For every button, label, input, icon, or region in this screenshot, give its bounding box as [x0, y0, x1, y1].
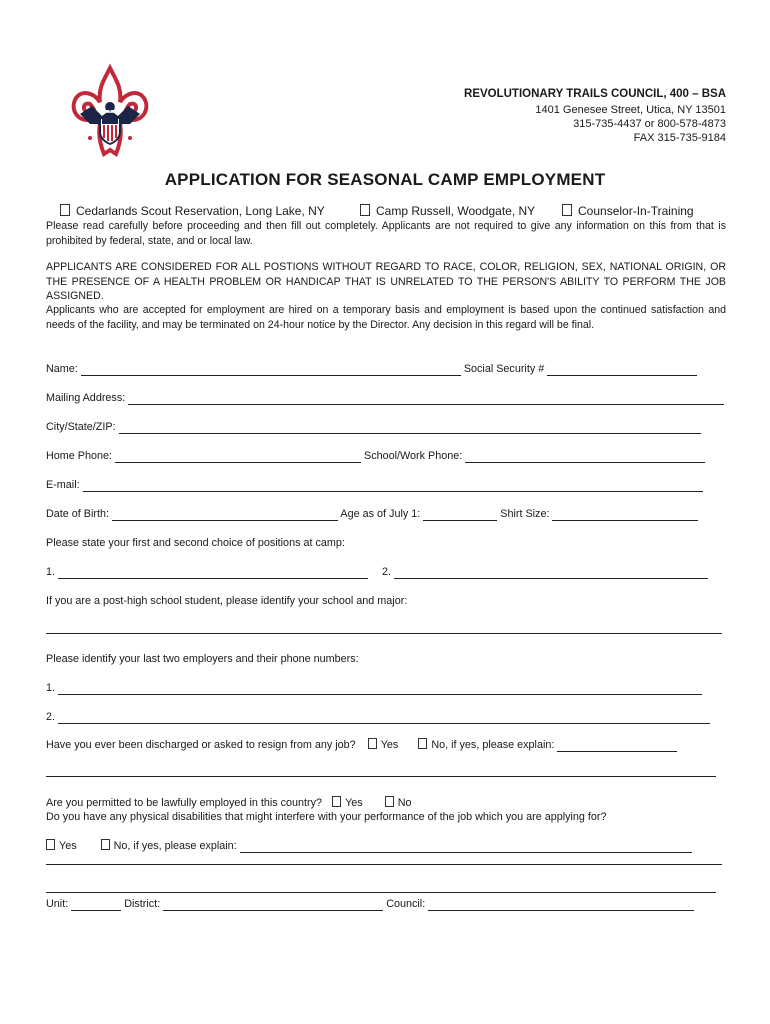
phone-row	[46, 449, 726, 463]
work-phone-label: School/Work Phone:	[364, 450, 463, 462]
disability-explain-input[interactable]	[240, 841, 692, 853]
work-phone-input[interactable]	[465, 451, 705, 463]
disability-question: Do you have any physical disabilities that might interfere with your performance of the job which you are applying for?	[46, 811, 607, 823]
council-address: 1401 Genesee Street, Utica, NY 13501	[535, 104, 726, 116]
option-cit[interactable]	[562, 204, 694, 218]
email-input[interactable]	[83, 480, 703, 492]
bsa-logo	[60, 62, 160, 162]
school-prompt: If you are a post-high school student, please identify your school and major:	[46, 595, 408, 607]
ssn-label: Social Security #	[463, 363, 545, 375]
equal-opportunity-paragraph: APPLICANTS ARE CONSIDERED FOR ALL POSTIONS WITHOUT REGARD TO RACE, COLOR, RELIGION, SEX, NATIONAL ORIGIN, OR THE PRESENCE OF A HEALTH PROBLEM OR HANDICAP THAT IS UNRELATED TO THE PERSON'S ABILITY TO PERFORM THE JOB ASSIGNED.	[46, 261, 726, 302]
city-label: City/State/ZIP:	[46, 421, 116, 433]
unit-input[interactable]	[71, 899, 121, 911]
home-phone-label: Home Phone:	[46, 450, 113, 462]
employer2-row	[46, 710, 726, 724]
checkbox-icon[interactable]	[360, 204, 370, 216]
shirt-label: Shirt Size:	[500, 508, 550, 520]
discharged-row	[46, 738, 726, 752]
lawful-yes-checkbox[interactable]	[332, 796, 341, 807]
school-input[interactable]	[46, 633, 722, 634]
positions-row	[46, 565, 726, 579]
instructions-paragraph: Please read carefully before proceeding and then fill out completely. Applicants are not required to give any information on this from that is prohibited by federal, state, and or local law.	[46, 220, 726, 247]
city-row	[46, 420, 726, 434]
name-row	[46, 362, 726, 376]
mailing-label: Mailing Address:	[46, 392, 126, 404]
disability-yes-checkbox[interactable]	[46, 839, 55, 850]
home-phone-input[interactable]	[115, 451, 361, 463]
discharged-yes-label: Yes	[380, 739, 399, 751]
age-label: Age as of July 1:	[340, 508, 421, 520]
checkbox-icon[interactable]	[60, 204, 70, 216]
disability-yes-label: Yes	[59, 840, 77, 852]
page-title: APPLICATION FOR SEASONAL CAMP EMPLOYMENT	[164, 170, 606, 189]
lawful-no-label: No	[397, 797, 412, 809]
mailing-row	[46, 391, 726, 405]
employer2-label: 2.	[46, 711, 56, 723]
name-input[interactable]	[81, 364, 461, 376]
option-label: Counselor-In-Training	[578, 204, 694, 218]
mailing-input[interactable]	[128, 393, 724, 405]
extra-explain-line[interactable]	[46, 892, 716, 893]
dob-input[interactable]	[112, 509, 338, 521]
employer1-row	[46, 681, 726, 695]
discharged-no-checkbox[interactable]	[418, 738, 427, 749]
council-phones: 315-735-4437 or 800-578-4873	[573, 118, 726, 130]
unit-label: Unit:	[46, 898, 69, 910]
email-label: E-mail:	[46, 479, 80, 491]
shirt-input[interactable]	[552, 509, 698, 521]
positions-prompt: Please state your first and second choice of positions at camp:	[46, 537, 345, 549]
district-label: District:	[124, 898, 161, 910]
council-name: REVOLUTIONARY TRAILS COUNCIL, 400 – BSA	[464, 88, 726, 100]
choice1-input[interactable]	[58, 567, 368, 579]
discharged-explain-input[interactable]	[557, 740, 677, 752]
name-label: Name:	[46, 363, 78, 375]
checkbox-icon[interactable]	[562, 204, 572, 216]
employer2-input[interactable]	[58, 712, 710, 724]
disability-row	[46, 839, 726, 853]
lawful-yes-label: Yes	[345, 797, 363, 809]
email-row	[46, 478, 726, 492]
dob-row	[46, 507, 726, 521]
disability-explain-line[interactable]	[46, 864, 722, 865]
temporary-employment-paragraph: Applicants who are accepted for employment are hired on a temporary basis and employment is based upon the continued satisfaction and needs of the facility, and may be terminated on 24-hour notice by the Director. Any decision in this regard will be final.	[46, 304, 726, 331]
lawful-no-checkbox[interactable]	[385, 796, 394, 807]
choice1-label: 1.	[46, 566, 56, 578]
unit-row	[46, 897, 726, 911]
lawful-question: Are you permitted to be lawfully employed in this country?	[46, 797, 323, 809]
disability-no-label: No, if yes, please explain:	[113, 840, 237, 852]
option-camp-russell[interactable]	[360, 204, 535, 218]
dob-label: Date of Birth:	[46, 508, 110, 520]
employer1-label: 1.	[46, 682, 56, 694]
option-cedarlands[interactable]	[60, 204, 325, 218]
district-input[interactable]	[163, 899, 383, 911]
council-input[interactable]	[428, 899, 694, 911]
council-label: Council:	[386, 898, 426, 910]
discharged-yes-checkbox[interactable]	[368, 738, 377, 749]
discharged-question: Have you ever been discharged or asked to resign from any job?	[46, 739, 356, 751]
council-fax: FAX 315-735-9184	[633, 132, 726, 144]
choice2-label: 2.	[382, 566, 392, 578]
age-input[interactable]	[423, 509, 497, 521]
option-label: Cedarlands Scout Reservation, Long Lake, NY	[76, 204, 325, 218]
employer1-input[interactable]	[58, 683, 702, 695]
option-label: Camp Russell, Woodgate, NY	[376, 204, 536, 218]
choice2-input[interactable]	[394, 567, 708, 579]
ssn-input[interactable]	[547, 364, 697, 376]
city-input[interactable]	[119, 422, 701, 434]
employers-prompt: Please identify your last two employers and their phone numbers:	[46, 653, 359, 665]
discharged-no-label: No, if yes, please explain:	[431, 739, 555, 751]
disability-no-checkbox[interactable]	[101, 839, 110, 850]
lawful-row	[46, 796, 726, 810]
discharged-explain-line[interactable]	[46, 776, 716, 777]
